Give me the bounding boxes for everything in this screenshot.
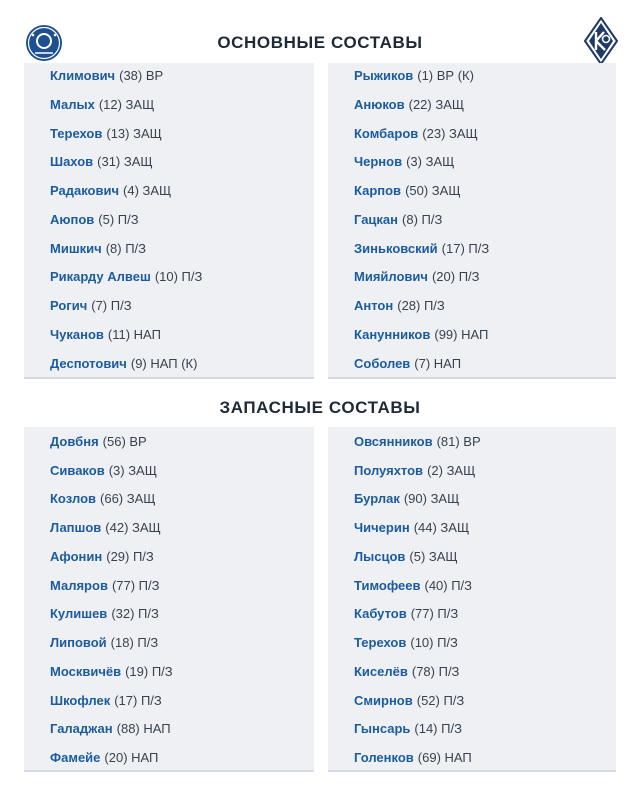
player-detail: (17) П/З bbox=[441, 241, 490, 256]
list-item bbox=[354, 719, 462, 739]
player-name: Тимофеев bbox=[354, 578, 421, 593]
away-subs-panel bbox=[328, 427, 616, 772]
player-detail: (38) ВР bbox=[119, 68, 164, 83]
player-name: Деспотович bbox=[50, 356, 127, 371]
list-item bbox=[50, 95, 154, 115]
player-name: Мишкич bbox=[50, 241, 102, 256]
player-detail: (3) ЗАЩ bbox=[406, 154, 455, 169]
player-detail: (7) НАП bbox=[414, 356, 462, 371]
player-detail: (90) ЗАЩ bbox=[403, 491, 460, 506]
list-item bbox=[50, 267, 202, 287]
player-name: Карпов bbox=[354, 183, 402, 198]
list-item bbox=[50, 719, 171, 739]
player-detail: (52) П/З bbox=[416, 693, 465, 708]
list-item bbox=[50, 662, 173, 682]
player-name: Смирнов bbox=[354, 693, 413, 708]
player-detail: (3) ЗАЩ bbox=[108, 463, 157, 478]
list-item bbox=[354, 124, 478, 144]
list-item bbox=[50, 489, 155, 509]
list-item bbox=[354, 691, 464, 711]
player-detail: (8) П/З bbox=[402, 212, 443, 227]
player-detail: (99) НАП bbox=[434, 327, 489, 342]
player-detail: (40) П/З bbox=[424, 578, 473, 593]
player-detail: (18) П/З bbox=[110, 635, 159, 650]
player-detail: (9) НАП (К) bbox=[130, 356, 198, 371]
player-name: Рыжиков bbox=[354, 68, 414, 83]
player-name: Кулишев bbox=[50, 606, 108, 621]
list-item bbox=[354, 662, 459, 682]
player-detail: (7) П/З bbox=[91, 298, 132, 313]
player-detail: (2) ЗАЩ bbox=[427, 463, 476, 478]
list-item bbox=[354, 518, 469, 538]
player-detail: (10) П/З bbox=[154, 269, 203, 284]
list-item bbox=[354, 748, 472, 768]
player-detail: (78) П/З bbox=[411, 664, 460, 679]
list-item bbox=[354, 633, 458, 653]
list-item bbox=[50, 66, 163, 86]
player-detail: (17) П/З bbox=[114, 693, 162, 708]
player-detail: (28) П/З bbox=[397, 298, 445, 313]
player-name: Голенков bbox=[354, 750, 414, 765]
player-name: Анюков bbox=[354, 97, 405, 112]
list-item bbox=[50, 210, 139, 230]
list-item bbox=[354, 489, 459, 509]
list-item bbox=[50, 518, 161, 538]
player-name: Рикарду Алвеш bbox=[50, 269, 151, 284]
player-name: Овсянников bbox=[354, 434, 433, 449]
player-name: Чичерин bbox=[354, 520, 410, 535]
player-name: Лапшов bbox=[50, 520, 102, 535]
player-name: Сиваков bbox=[50, 463, 105, 478]
player-name: Афонин bbox=[50, 549, 103, 564]
player-name: Канунников bbox=[354, 327, 431, 342]
list-item bbox=[354, 210, 442, 230]
player-detail: (44) ЗАЩ bbox=[413, 520, 470, 535]
player-detail: (42) ЗАЩ bbox=[105, 520, 161, 535]
player-name: Соболев bbox=[354, 356, 411, 371]
list-item bbox=[354, 604, 458, 624]
player-detail: (29) П/З bbox=[106, 549, 154, 564]
player-detail: (77) П/З bbox=[410, 606, 459, 621]
list-item bbox=[354, 325, 488, 345]
player-detail: (32) П/З bbox=[111, 606, 159, 621]
player-detail: (88) НАП bbox=[116, 721, 171, 736]
player-name: Мияйлович bbox=[354, 269, 428, 284]
player-name: Климович bbox=[50, 68, 116, 83]
home-subs-panel bbox=[24, 427, 314, 772]
player-name: Шкофлек bbox=[50, 693, 111, 708]
player-name: Довбня bbox=[50, 434, 99, 449]
player-name: Гацкан bbox=[354, 212, 399, 227]
player-name: Шахов bbox=[50, 154, 94, 169]
list-item bbox=[50, 576, 159, 596]
player-name: Малых bbox=[50, 97, 95, 112]
list-item bbox=[354, 354, 461, 374]
player-name: Аюпов bbox=[50, 212, 95, 227]
player-detail: (31) ЗАЩ bbox=[97, 154, 153, 169]
list-item bbox=[354, 432, 481, 452]
player-name: Антон bbox=[354, 298, 394, 313]
list-item bbox=[50, 239, 146, 259]
player-name: Терехов bbox=[50, 126, 103, 141]
player-detail: (12) ЗАЩ bbox=[98, 97, 155, 112]
list-item bbox=[354, 267, 480, 287]
player-detail: (4) ЗАЩ bbox=[123, 183, 172, 198]
player-name: Лысцов bbox=[354, 549, 406, 564]
list-item bbox=[50, 325, 161, 345]
player-detail: (8) П/З bbox=[105, 241, 147, 256]
player-detail: (1) ВР (К) bbox=[417, 68, 474, 83]
player-detail: (5) ЗАЩ bbox=[409, 549, 458, 564]
player-detail: (11) НАП bbox=[107, 327, 161, 342]
player-name: Зиньковский bbox=[354, 241, 438, 256]
player-detail: (23) ЗАЩ bbox=[422, 126, 478, 141]
player-detail: (81) ВР bbox=[436, 434, 481, 449]
player-detail: (20) П/З bbox=[431, 269, 480, 284]
list-item bbox=[50, 633, 158, 653]
list-item bbox=[50, 691, 162, 711]
player-detail: (14) П/З bbox=[414, 721, 462, 736]
list-item bbox=[50, 354, 197, 374]
player-name: Фамейе bbox=[50, 750, 101, 765]
list-item bbox=[50, 296, 132, 316]
list-item bbox=[354, 66, 474, 86]
list-item bbox=[354, 296, 445, 316]
player-name: Липовой bbox=[50, 635, 107, 650]
list-item bbox=[354, 547, 458, 567]
player-detail: (10) П/З bbox=[410, 635, 458, 650]
player-name: Бурлак bbox=[354, 491, 400, 506]
player-name: Рогич bbox=[50, 298, 88, 313]
substitutes-title: ЗАПАСНЫЕ СОСТАВЫ bbox=[219, 398, 421, 417]
player-name: Комбаров bbox=[354, 126, 419, 141]
list-item bbox=[354, 239, 489, 259]
list-item bbox=[50, 547, 154, 567]
list-item bbox=[50, 124, 162, 144]
starting-lineups-title: ОСНОВНЫЕ СОСТАВЫ bbox=[217, 33, 423, 52]
list-item bbox=[354, 152, 454, 172]
list-item bbox=[50, 461, 157, 481]
list-item bbox=[354, 95, 464, 115]
player-detail: (20) НАП bbox=[104, 750, 159, 765]
player-detail: (77) П/З bbox=[111, 578, 160, 593]
list-item bbox=[354, 181, 461, 201]
player-detail: (69) НАП bbox=[417, 750, 472, 765]
player-name: Радакович bbox=[50, 183, 120, 198]
player-detail: (22) ЗАЩ bbox=[408, 97, 465, 112]
player-name: Кабутов bbox=[354, 606, 407, 621]
player-name: Терехов bbox=[354, 635, 407, 650]
list-item bbox=[50, 748, 158, 768]
player-detail: (19) П/З bbox=[125, 664, 173, 679]
list-item bbox=[50, 152, 153, 172]
player-detail: (56) ВР bbox=[102, 434, 147, 449]
player-detail: (5) П/З bbox=[98, 212, 139, 227]
away-starting-panel bbox=[328, 63, 616, 379]
player-name: Козлов bbox=[50, 491, 97, 506]
player-detail: (13) ЗАЩ bbox=[106, 126, 162, 141]
player-name: Киселёв bbox=[354, 664, 408, 679]
player-name: Полуяхтов bbox=[354, 463, 424, 478]
player-name: Гынсарь bbox=[354, 721, 411, 736]
list-item bbox=[354, 461, 475, 481]
home-starting-panel bbox=[24, 63, 314, 379]
player-detail: (50) ЗАЩ bbox=[405, 183, 461, 198]
list-item bbox=[50, 604, 159, 624]
player-name: Москвичёв bbox=[50, 664, 122, 679]
player-name: Чернов bbox=[354, 154, 403, 169]
list-item bbox=[50, 432, 147, 452]
list-item bbox=[50, 181, 171, 201]
list-item bbox=[354, 576, 472, 596]
player-name: Маляров bbox=[50, 578, 108, 593]
player-name: Галаджан bbox=[50, 721, 113, 736]
player-name: Чуканов bbox=[50, 327, 104, 342]
player-detail: (66) ЗАЩ bbox=[100, 491, 156, 506]
